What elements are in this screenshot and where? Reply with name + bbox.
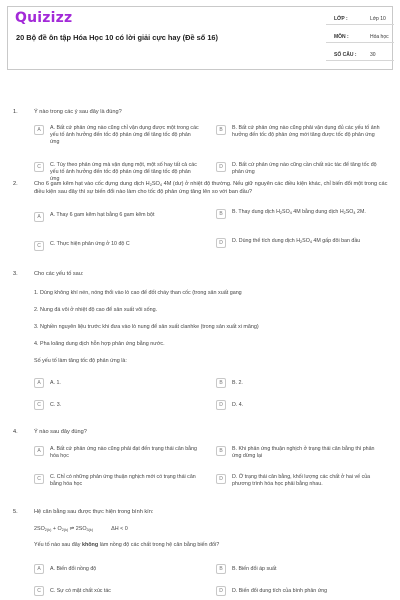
question-number: 2. bbox=[13, 181, 18, 187]
info-label: LỚP : bbox=[334, 16, 348, 22]
option-text: D. Ở trạng thái cân bằng, khối lượng các chất ở hai vế của phương trình hóa học phải bằng nhau. bbox=[232, 474, 371, 487]
factor-line: 2. Nung đá vôi ở nhiệt độ cao để sản xuất vôi sống. bbox=[34, 307, 158, 313]
question-text: Ý nào sau đây đúng? bbox=[34, 429, 87, 435]
option-letter-box[interactable]: A bbox=[34, 378, 44, 388]
worksheet-title: 20 Bộ đề ôn tập Hóa Học 10 có lời giải cực hay (Đề số 16) bbox=[16, 33, 218, 42]
info-row-count bbox=[326, 47, 394, 61]
option-letter-box[interactable]: B bbox=[216, 378, 226, 388]
option-text: C. Chỉ có những phản ứng thuận nghịch mới có trạng thái cân bằng hóa học bbox=[50, 474, 196, 487]
option-letter-box[interactable]: D bbox=[216, 238, 226, 248]
option-text: B. Biến đổi áp suất bbox=[232, 566, 277, 572]
option-text: A. Thay 6 gam kẽm hạt bằng 6 gam kẽm bột bbox=[50, 212, 155, 218]
option-text: B. Khi phản ứng thuận nghịch ở trạng thái cân bằng thì phản ứng dừng lại bbox=[232, 446, 375, 459]
question-number: 1. bbox=[13, 109, 18, 115]
question-text: Hệ cân bằng sau được thực hiện trong bình kín: bbox=[34, 509, 154, 515]
option-text: C. Thực hiện phản ứng ở 10 độ C bbox=[50, 241, 130, 247]
option-text: B. Thay dung dịch $H_2SO_4$ 4M bằng dung dịch $H_2SO_4$ 2M. bbox=[232, 209, 366, 215]
option-letter-box[interactable]: C bbox=[34, 241, 44, 251]
option-letter-box[interactable]: B bbox=[216, 564, 226, 574]
option-text: C. Tùy theo phản ứng mà vận dụng một, một số hay tất cả các yếu tố ảnh hưởng đến tốc độ phản ứng để tăng tốc độ phản ứng bbox=[50, 162, 197, 182]
worksheet-header bbox=[7, 6, 393, 70]
question-text: Ý nào trong các ý sau đây là đúng? bbox=[34, 109, 122, 115]
question-prompt: Yếu tố nào sau đây không làm nồng độ các chất trong hệ cân bằng biến đổi? bbox=[34, 542, 220, 548]
question-number: 4. bbox=[13, 429, 18, 435]
question-number: 5. bbox=[13, 509, 18, 515]
quizizz-logo: Quizizz bbox=[15, 10, 73, 26]
question-prompt: Số yếu tố làm tăng tốc độ phản ứng là: bbox=[34, 358, 127, 364]
option-letter-box[interactable]: B bbox=[216, 125, 226, 135]
factor-line: 3. Nghiền nguyên liệu trước khi đưa vào lò nung để sản xuất clanhke (trong sản xuất xi măng) bbox=[34, 324, 259, 330]
option-letter-box[interactable]: A bbox=[34, 446, 44, 456]
option-letter-box[interactable]: D bbox=[216, 162, 226, 172]
option-text: D. Bất cứ phản ứng nào cũng cần chất xúc tác để tăng tốc độ phản ứng bbox=[232, 162, 377, 175]
option-letter-box[interactable]: D bbox=[216, 474, 226, 484]
option-letter-box[interactable]: C bbox=[34, 474, 44, 484]
option-text: D. Biến đổi dung tích của bình phản ứng bbox=[232, 588, 328, 594]
option-letter-box[interactable]: C bbox=[34, 400, 44, 410]
question-text: Cho 6 gam kẽm hạt vào cốc đựng dung dịch $H_2SO_4$ 4M (dư) ở nhiệt độ thường. Nếu giữ nguyên các điều kiện khác, chỉ biến đổi một trong các điều kiện sau đây thì sự biến đổi nào làm cho tốc độ phản ứng tăng lên so với ban đầu? bbox=[34, 181, 388, 196]
option-text: C. Sự có mặt chất xúc tác bbox=[50, 588, 111, 594]
option-letter-box[interactable]: B bbox=[216, 446, 226, 456]
info-row-class bbox=[326, 11, 394, 25]
option-text: B. Bất cứ phản ứng nào cũng phải vận dụng đủ các yếu tố ảnh hưởng đến tốc độ phản ứng mới tăng được tốc độ phản ứng bbox=[232, 125, 380, 138]
option-text: A. Biến đổi nồng độ bbox=[50, 566, 97, 572]
factor-line: 1. Dùng không khí nén, nóng thổi vào lò cao để đốt cháy than cốc (trong sản xuất gang bbox=[34, 290, 242, 296]
option-text: B. 2. bbox=[232, 380, 243, 386]
option-text: D. 4. bbox=[232, 402, 244, 408]
option-text: C. 3. bbox=[50, 402, 62, 408]
option-letter-box[interactable]: A bbox=[34, 564, 44, 574]
info-value: Hóa học bbox=[370, 34, 389, 40]
question-number: 3. bbox=[13, 271, 18, 277]
info-label: SỐ CÂU : bbox=[334, 52, 357, 58]
option-text: A. Bất cứ phản ứng nào cũng phải đạt đến trạng thái cân bằng hóa học bbox=[50, 446, 197, 459]
info-label: MÔN : bbox=[334, 34, 349, 40]
factor-line: 4. Pha loãng dung dịch hỗn hợp phản ứng bằng nước. bbox=[34, 341, 165, 347]
option-text: D. Dùng thể tích dung dịch $H_2SO_4$ 4M gấp đôi ban đầu bbox=[232, 238, 361, 244]
option-letter-box[interactable]: B bbox=[216, 209, 226, 219]
option-letter-box[interactable]: A bbox=[34, 212, 44, 222]
info-value: 30 bbox=[370, 52, 376, 58]
option-letter-box[interactable]: C bbox=[34, 586, 44, 596]
info-row-subject bbox=[326, 29, 394, 43]
chemical-equation: $2SO_{2(k)} + O_{2(k)}$ ⇌ $2SO_{3(k)}$ ΔH < 0 bbox=[34, 526, 128, 532]
option-text: A. 1. bbox=[50, 380, 61, 386]
option-letter-box[interactable]: D bbox=[216, 400, 226, 410]
option-text: A. Bất cứ phản ứng nào cũng chỉ vận dụng được một trong các yếu tố ảnh hưởng đến tốc độ phản ứng để tăng tốc độ phản ứng bbox=[50, 125, 199, 145]
option-letter-box[interactable]: C bbox=[34, 162, 44, 172]
option-letter-box[interactable]: A bbox=[34, 125, 44, 135]
info-value: Lớp 10 bbox=[370, 16, 386, 22]
option-letter-box[interactable]: D bbox=[216, 586, 226, 596]
question-text: Cho các yếu tố sau: bbox=[34, 271, 84, 277]
